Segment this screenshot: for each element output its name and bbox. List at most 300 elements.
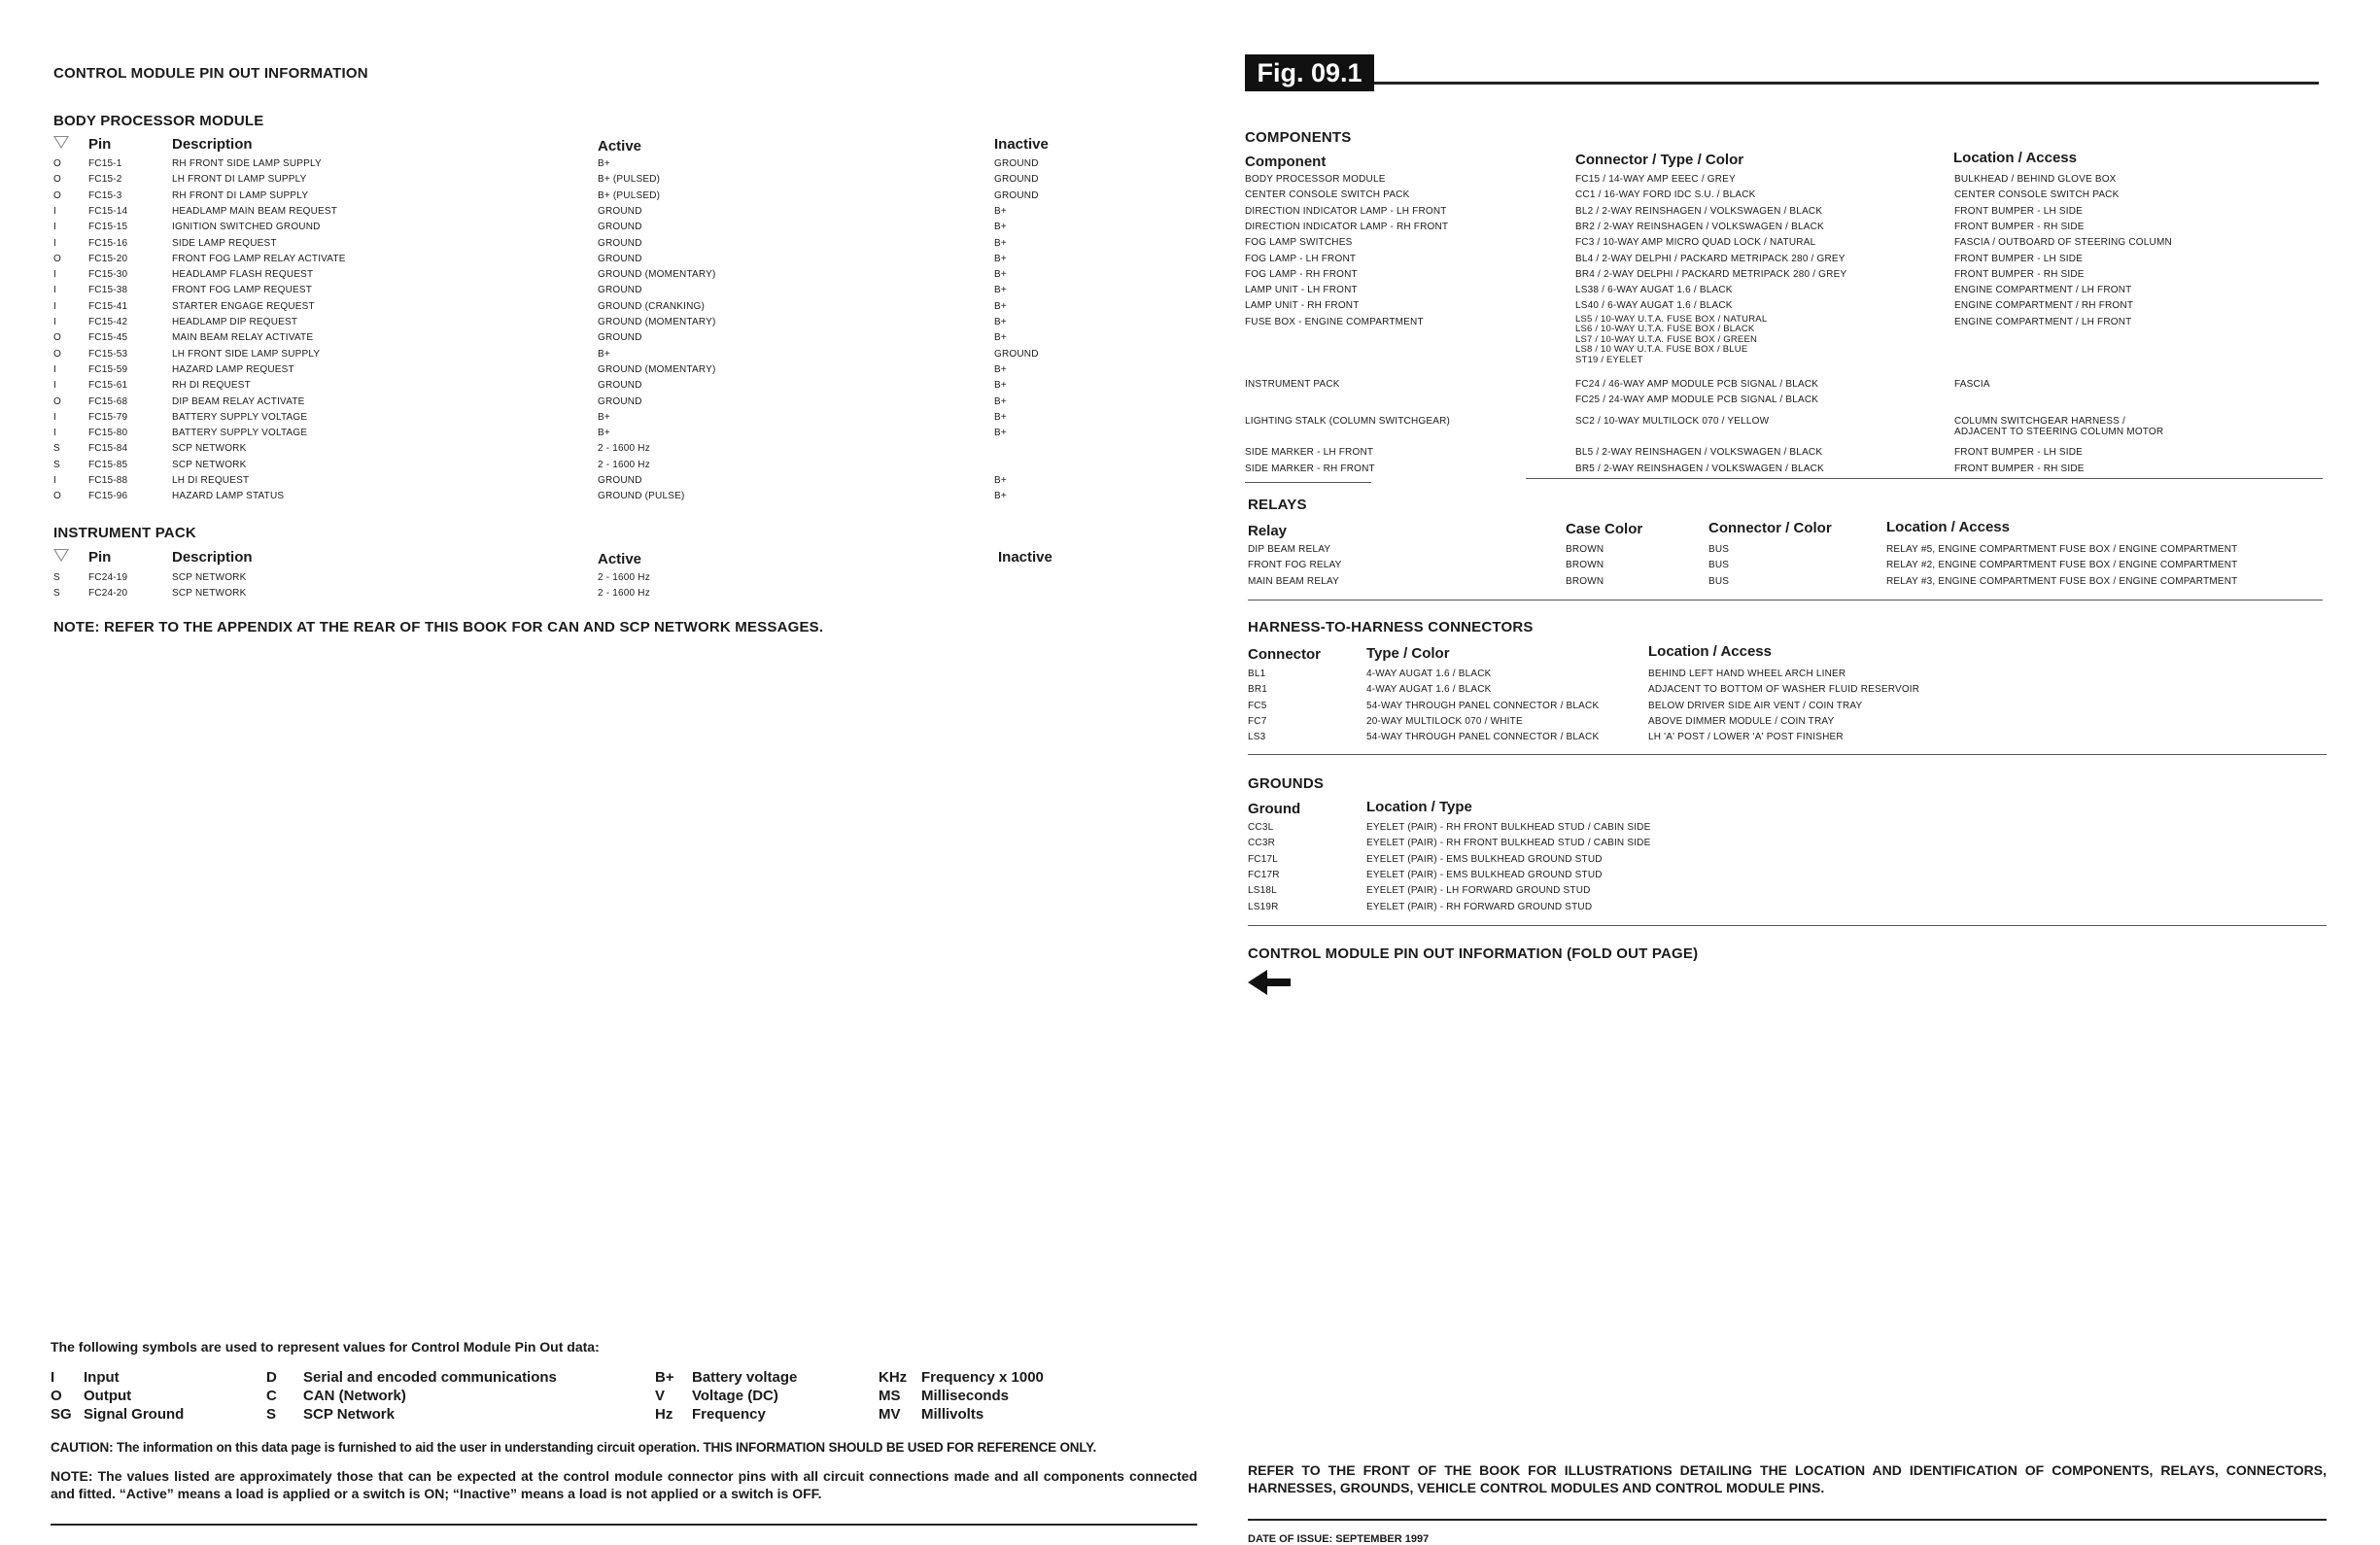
ground-row xyxy=(1248,868,2327,883)
active-value: 2 - 1600 Hz xyxy=(598,588,650,600)
symbols-col-2: D Serial and encoded communications C CAN (Network) S SCP Network xyxy=(266,1369,557,1423)
relay-location: RELAY #5, ENGINE COMPARTMENT FUSE BOX / ENGINE COMPARTMENT xyxy=(1886,544,2238,555)
active-value: GROUND xyxy=(598,253,642,264)
pin-id: FC15-88 xyxy=(88,475,128,486)
component-name: LAMP UNIT - RH FRONT xyxy=(1245,300,1360,312)
component-row xyxy=(1245,377,2324,409)
relay-name: DIP BEAM RELAY xyxy=(1248,544,1331,555)
component-row xyxy=(1245,462,2324,477)
symbols-legend xyxy=(51,1368,1168,1426)
ground-row xyxy=(1248,852,2327,868)
relay-row xyxy=(1248,542,2327,558)
component-row xyxy=(1245,172,2324,188)
inactive-value: B+ xyxy=(994,475,1007,486)
component-row xyxy=(1245,188,2324,203)
inactive-value: B+ xyxy=(994,491,1007,502)
component-row xyxy=(1245,267,2324,283)
active-value: B+ (PULSED) xyxy=(598,189,661,201)
table-row xyxy=(53,378,1171,394)
components-heading: COMPONENTS xyxy=(1245,129,1352,146)
location-access: FRONT BUMPER - LH SIDE xyxy=(1954,205,2084,217)
io-code: I xyxy=(53,300,56,312)
io-code: I xyxy=(53,363,56,375)
ip-column-headers xyxy=(53,547,1171,568)
active-value: GROUND (PULSE) xyxy=(598,491,685,502)
ground-id: LS18L xyxy=(1248,885,1277,897)
case-color: BROWN xyxy=(1566,560,1604,571)
table-row xyxy=(53,395,1171,410)
location-access: FASCIA / OUTBOARD OF STEERING COLUMN xyxy=(1954,237,2172,249)
io-code: O xyxy=(53,189,61,201)
pin-description: SCP NETWORK xyxy=(172,588,247,600)
col-description: Description xyxy=(172,136,253,153)
io-code: O xyxy=(53,174,61,186)
relay-name: FRONT FOG RELAY xyxy=(1248,560,1342,571)
io-code: O xyxy=(53,491,61,502)
connector-type: BL2 / 2-WAY REINSHAGEN / VOLKSWAGEN / BLACK xyxy=(1575,205,1823,217)
harness-row xyxy=(1248,730,2327,745)
inactive-value: GROUND xyxy=(994,174,1039,186)
bpm-column-headers xyxy=(53,134,1171,155)
col-connector: Connector xyxy=(1248,646,1321,663)
active-value: GROUND xyxy=(598,285,642,296)
table-row xyxy=(53,283,1171,298)
connector-type: FC3 / 10-WAY AMP MICRO QUAD LOCK / NATURAL xyxy=(1575,237,1816,249)
pin-id: FC24-20 xyxy=(88,588,128,600)
divider xyxy=(1248,600,2323,601)
relay-location: RELAY #2, ENGINE COMPARTMENT FUSE BOX / ENGINE COMPARTMENT xyxy=(1886,560,2238,571)
table-row xyxy=(53,441,1171,457)
inactive-value: B+ xyxy=(994,428,1007,439)
connector-type: LS5 / 10-WAY U.T.A. FUSE BOX / NATURAL xyxy=(1575,313,1768,325)
grounds-heading: GROUNDS xyxy=(1248,775,1325,792)
ip-table xyxy=(53,570,1171,603)
pin-description: BATTERY SUPPLY VOLTAGE xyxy=(172,411,308,423)
connector-type: CC1 / 16-WAY FORD IDC S.U. / BLACK xyxy=(1575,189,1756,201)
components-table xyxy=(1245,172,2324,474)
connector-type: 54-WAY THROUGH PANEL CONNECTOR / BLACK xyxy=(1366,732,1600,743)
pin-id: FC15-16 xyxy=(88,237,128,249)
grounds-table xyxy=(1248,820,2327,917)
active-value: GROUND xyxy=(598,205,642,217)
pin-description: HEADLAMP MAIN BEAM REQUEST xyxy=(172,205,338,217)
component-name: LIGHTING STALK (COLUMN SWITCHGEAR) xyxy=(1245,415,1451,427)
active-value: GROUND xyxy=(598,475,642,486)
io-code: O xyxy=(53,332,61,344)
pin-id: FC15-68 xyxy=(88,395,128,407)
io-code: I xyxy=(53,411,56,423)
ground-location: EYELET (PAIR) - RH FORWARD GROUND STUD xyxy=(1366,901,1593,912)
inactive-value: B+ xyxy=(994,253,1007,264)
active-value: B+ xyxy=(598,158,610,169)
active-value: 2 - 1600 Hz xyxy=(598,572,650,583)
connector-id: BR1 xyxy=(1248,684,1268,696)
pin-id: FC15-85 xyxy=(88,459,128,470)
relay-row xyxy=(1248,558,2327,573)
connector-color: BUS xyxy=(1708,560,1730,571)
component-name: FOG LAMP SWITCHES xyxy=(1245,237,1353,249)
component-row xyxy=(1245,252,2324,267)
component-row xyxy=(1245,204,2324,220)
table-row xyxy=(53,410,1171,426)
inactive-value: B+ xyxy=(994,380,1007,392)
relay-row xyxy=(1248,574,2327,590)
connector-type: 4-WAY AUGAT 1.6 / BLACK xyxy=(1366,669,1492,679)
col-description: Description xyxy=(172,549,253,566)
active-value: B+ xyxy=(598,348,610,360)
table-row xyxy=(53,362,1171,378)
pin-id: FC15-53 xyxy=(88,348,128,360)
bottom-rule-left xyxy=(51,1524,1197,1526)
ground-row xyxy=(1248,836,2327,851)
ground-location: EYELET (PAIR) - RH FRONT BULKHEAD STUD / CABIN SIDE xyxy=(1366,822,1651,833)
filter-triangle-icon xyxy=(53,136,69,154)
ground-row xyxy=(1248,883,2327,899)
table-row xyxy=(53,315,1171,330)
location-access: FRONT BUMPER - RH SIDE xyxy=(1954,463,2085,474)
ground-id: FC17L xyxy=(1248,853,1279,865)
pin-description: SCP NETWORK xyxy=(172,443,247,455)
divider xyxy=(1248,925,2327,926)
ground-id: FC17R xyxy=(1248,869,1280,880)
connector-type: FC24 / 46-WAY AMP MODULE PCB SIGNAL / BLACK xyxy=(1575,379,1819,391)
case-color: BROWN xyxy=(1566,544,1604,555)
pin-description: LH FRONT DI LAMP SUPPLY xyxy=(172,174,307,186)
inactive-value: B+ xyxy=(994,395,1007,407)
connector-type: LS40 / 6-WAY AUGAT 1.6 / BLACK xyxy=(1575,300,1733,312)
connector-type: SC2 / 10-WAY MULTILOCK 070 / YELLOW xyxy=(1575,415,1770,427)
inactive-value: B+ xyxy=(994,300,1007,312)
symbols-col-3: B+ Battery voltage V Voltage (DC) Hz Frequency xyxy=(655,1369,798,1423)
connector-type: BR5 / 2-WAY REINSHAGEN / VOLKSWAGEN / BLACK xyxy=(1575,463,1824,474)
col-pin: Pin xyxy=(88,549,112,566)
pin-id: FC15-1 xyxy=(88,158,122,169)
io-code: I xyxy=(53,285,56,296)
connector-type: LS7 / 10-WAY U.T.A. FUSE BOX / GREEN xyxy=(1575,333,1758,345)
pin-description: FRONT FOG LAMP RELAY ACTIVATE xyxy=(172,253,346,264)
col-relay: Relay xyxy=(1248,523,1288,539)
connector-type: LS38 / 6-WAY AUGAT 1.6 / BLACK xyxy=(1575,285,1733,296)
harness-heading: HARNESS-TO-HARNESS CONNECTORS xyxy=(1248,619,1534,635)
component-name: SIDE MARKER - RH FRONT xyxy=(1245,463,1375,474)
table-row xyxy=(53,172,1171,188)
table-row xyxy=(53,489,1171,504)
harness-row xyxy=(1248,682,2327,698)
connector-type: 20-WAY MULTILOCK 070 / WHITE xyxy=(1366,715,1523,727)
table-row xyxy=(53,236,1171,252)
col-case-color: Case Color xyxy=(1566,521,1643,537)
col-location-type: Location / Type xyxy=(1366,799,1472,815)
connector-id: LS3 xyxy=(1248,732,1266,743)
table-row xyxy=(53,473,1171,489)
relay-location: RELAY #3, ENGINE COMPARTMENT FUSE BOX / ENGINE COMPARTMENT xyxy=(1886,575,2238,587)
col-location-access: Location / Access xyxy=(1886,519,2010,535)
inactive-value: GROUND xyxy=(994,348,1039,360)
component-name: SIDE MARKER - LH FRONT xyxy=(1245,447,1374,459)
active-value: GROUND (CRANKING) xyxy=(598,300,706,312)
connector-type: FC15 / 14-WAY AMP EEEC / GREY xyxy=(1575,174,1736,185)
active-value: GROUND xyxy=(598,332,642,344)
table-row xyxy=(53,267,1171,283)
io-code: S xyxy=(53,459,60,470)
pin-id: FC15-42 xyxy=(88,317,128,327)
location-access: FASCIA xyxy=(1954,379,1990,391)
connector-type: 4-WAY AUGAT 1.6 / BLACK xyxy=(1366,684,1492,696)
active-value: B+ xyxy=(598,411,610,423)
pin-id: FC15-96 xyxy=(88,491,128,502)
connector-type: BL5 / 2-WAY REINSHAGEN / VOLKSWAGEN / BLACK xyxy=(1575,447,1823,459)
inactive-value: B+ xyxy=(994,222,1007,233)
component-name: CENTER CONSOLE SWITCH PACK xyxy=(1245,189,1410,201)
table-row xyxy=(53,299,1171,315)
pin-description: STARTER ENGAGE REQUEST xyxy=(172,300,315,312)
connector-location: BELOW DRIVER SIDE AIR VENT / COIN TRAY xyxy=(1648,700,1863,711)
io-code: O xyxy=(53,348,61,360)
case-color: BROWN xyxy=(1566,575,1604,587)
component-name: INSTRUMENT PACK xyxy=(1245,379,1340,391)
component-name: FUSE BOX - ENGINE COMPARTMENT xyxy=(1245,316,1424,327)
connector-type: 54-WAY THROUGH PANEL CONNECTOR / BLACK xyxy=(1366,700,1600,711)
connector-location: ABOVE DIMMER MODULE / COIN TRAY xyxy=(1648,715,1835,727)
pin-id: FC15-79 xyxy=(88,411,128,423)
pin-id: FC15-2 xyxy=(88,174,122,186)
connector-type: BR2 / 2-WAY REINSHAGEN / VOLKSWAGEN / BLACK xyxy=(1575,221,1824,232)
pin-description: FRONT FOG LAMP REQUEST xyxy=(172,285,313,296)
ip-heading: INSTRUMENT PACK xyxy=(53,525,196,541)
col-active: Active xyxy=(598,551,642,567)
symbols-intro: The following symbols are used to represent values for Control Module Pin Out data: xyxy=(51,1339,600,1355)
connector-id: BL1 xyxy=(1248,669,1266,679)
caution-text: CAUTION: The information on this data page is furnished to aid the user in understanding circuit operation. THIS INFORMATION SHOULD BE USED FOR REFERENCE ONLY. xyxy=(51,1440,1097,1455)
io-code: S xyxy=(53,443,60,455)
component-row xyxy=(1245,298,2324,314)
filter-triangle-icon xyxy=(53,549,69,566)
component-row xyxy=(1245,414,2324,446)
pin-description: RH FRONT DI LAMP SUPPLY xyxy=(172,189,309,201)
date-of-issue: DATE OF ISSUE: SEPTEMBER 1997 xyxy=(1248,1533,1430,1545)
location-access: FRONT BUMPER - LH SIDE xyxy=(1954,447,2084,459)
active-value: B+ xyxy=(598,428,610,439)
pin-id: FC15-59 xyxy=(88,363,128,375)
pin-id: FC15-15 xyxy=(88,222,128,233)
divider xyxy=(1245,482,1371,483)
harness-row xyxy=(1248,667,2327,682)
table-row xyxy=(53,156,1171,172)
pin-id: FC15-38 xyxy=(88,285,128,296)
arrow-left-icon xyxy=(1248,970,1294,995)
inactive-value: B+ xyxy=(994,285,1007,296)
active-value: B+ (PULSED) xyxy=(598,174,661,186)
table-row xyxy=(53,189,1171,204)
values-note: NOTE: The values listed are approximately those that can be expected at the control module connector pins with all circuit connections made and all components connected and fitted. “Active” means a load is applied or a switch is ON; “Inactive” means a load is not applied or a switch is OFF. xyxy=(51,1468,1197,1501)
pin-id: FC15-3 xyxy=(88,189,122,201)
connector-type: FC25 / 24-WAY AMP MODULE PCB SIGNAL / BLACK xyxy=(1575,395,1819,406)
top-rule xyxy=(1374,82,2319,85)
inactive-value: GROUND xyxy=(994,158,1039,169)
io-code: S xyxy=(53,572,60,583)
pin-id: FC15-20 xyxy=(88,253,128,264)
pin-description: RH DI REQUEST xyxy=(172,380,251,392)
col-ground: Ground xyxy=(1248,801,1301,817)
active-value: GROUND xyxy=(598,237,642,249)
pin-description: MAIN BEAM RELAY ACTIVATE xyxy=(172,332,314,344)
ground-location: EYELET (PAIR) - RH FRONT BULKHEAD STUD / CABIN SIDE xyxy=(1366,838,1651,849)
connector-type: BR4 / 2-WAY DELPHI / PACKARD METRIPACK 280 / GREY xyxy=(1575,268,1847,280)
connector-type: LS8 / 10 WAY U.T.A. FUSE BOX / BLUE xyxy=(1575,344,1748,356)
active-value: GROUND xyxy=(598,395,642,407)
ground-location: EYELET (PAIR) - EMS BULKHEAD GROUND STUD xyxy=(1366,853,1603,865)
component-row xyxy=(1245,235,2324,251)
symbols-col-4: KHz Frequency x 1000 MS Milliseconds MV Millivolts xyxy=(879,1369,1044,1423)
component-name: LAMP UNIT - LH FRONT xyxy=(1245,285,1358,296)
harness-row xyxy=(1248,714,2327,730)
connector-location: LH 'A' POST / LOWER 'A' POST FINISHER xyxy=(1648,732,1844,743)
inactive-value: GROUND xyxy=(994,189,1039,201)
pin-id: FC15-84 xyxy=(88,443,128,455)
pin-description: DIP BEAM RELAY ACTIVATE xyxy=(172,395,305,407)
io-code: I xyxy=(53,222,56,233)
pin-description: IGNITION SWITCHED GROUND xyxy=(172,222,321,233)
ground-id: CC3L xyxy=(1248,822,1274,833)
pin-description: BATTERY SUPPLY VOLTAGE xyxy=(172,428,308,439)
active-value: GROUND xyxy=(598,222,642,233)
pin-description: SCP NETWORK xyxy=(172,459,247,470)
table-row xyxy=(53,458,1171,473)
location-access: FRONT BUMPER - LH SIDE xyxy=(1954,253,2084,264)
pin-description: SCP NETWORK xyxy=(172,572,247,583)
pin-description: LH FRONT SIDE LAMP SUPPLY xyxy=(172,348,321,360)
io-code: S xyxy=(53,588,60,600)
pin-description: HEADLAMP FLASH REQUEST xyxy=(172,269,314,281)
col-location-access: Location / Access xyxy=(1953,150,2077,166)
location-access: ENGINE COMPARTMENT / RH FRONT xyxy=(1954,300,2134,312)
pin-description: HAZARD LAMP REQUEST xyxy=(172,363,294,375)
pin-description: RH FRONT SIDE LAMP SUPPLY xyxy=(172,158,322,169)
pin-id: FC15-30 xyxy=(88,269,128,281)
table-row xyxy=(53,347,1171,362)
component-row xyxy=(1245,220,2324,235)
ground-row xyxy=(1248,820,2327,836)
inactive-value: B+ xyxy=(994,363,1007,375)
inactive-value: B+ xyxy=(994,205,1007,217)
bpm-heading: BODY PROCESSOR MODULE xyxy=(53,113,264,129)
io-code: O xyxy=(53,253,61,264)
io-code: I xyxy=(53,475,56,486)
pin-id: FC15-61 xyxy=(88,380,128,392)
relays-heading: RELAYS xyxy=(1248,497,1307,513)
active-value: GROUND (MOMENTARY) xyxy=(598,317,716,327)
table-row xyxy=(53,330,1171,346)
inactive-value: B+ xyxy=(994,237,1007,249)
active-value: GROUND xyxy=(598,380,642,392)
io-code: I xyxy=(53,380,56,392)
table-row xyxy=(53,252,1171,267)
network-note: NOTE: REFER TO THE APPENDIX AT THE REAR OF THIS BOOK FOR CAN AND SCP NETWORK MESSAGES. xyxy=(53,619,824,635)
foldout-heading: CONTROL MODULE PIN OUT INFORMATION (FOLD OUT PAGE) xyxy=(1248,945,1699,962)
col-type-color: Type / Color xyxy=(1366,645,1450,662)
col-component: Component xyxy=(1245,154,1327,170)
ground-location: EYELET (PAIR) - LH FORWARD GROUND STUD xyxy=(1366,885,1591,897)
connector-type: BL4 / 2-WAY DELPHI / PACKARD METRIPACK 280 / GREY xyxy=(1575,253,1845,264)
pin-description: HEADLAMP DIP REQUEST xyxy=(172,317,298,327)
connector-id: FC5 xyxy=(1248,700,1267,711)
ground-location: EYELET (PAIR) - EMS BULKHEAD GROUND STUD xyxy=(1366,869,1603,880)
harness-table xyxy=(1248,667,2327,746)
io-code: I xyxy=(53,269,56,281)
connector-color: BUS xyxy=(1708,575,1730,587)
io-code: I xyxy=(53,428,56,439)
pin-id: FC15-14 xyxy=(88,205,128,217)
location-access: ENGINE COMPARTMENT / LH FRONT xyxy=(1954,316,2132,327)
inactive-value: B+ xyxy=(994,317,1007,327)
location-access: BULKHEAD / BEHIND GLOVE BOX xyxy=(1954,174,2117,185)
connector-type: ST19 / EYELET xyxy=(1575,354,1643,365)
active-value: GROUND (MOMENTARY) xyxy=(598,269,716,281)
io-code: I xyxy=(53,205,56,217)
connector-id: FC7 xyxy=(1248,715,1267,727)
location-access: FRONT BUMPER - RH SIDE xyxy=(1954,268,2085,280)
pin-description: LH DI REQUEST xyxy=(172,475,250,486)
pin-description: SIDE LAMP REQUEST xyxy=(172,237,277,249)
table-row xyxy=(53,426,1171,441)
location-access: ADJACENT TO STEERING COLUMN MOTOR xyxy=(1954,426,2164,437)
location-access: COLUMN SWITCHGEAR HARNESS / xyxy=(1954,415,2125,427)
pin-id: FC15-80 xyxy=(88,428,128,439)
pin-description: HAZARD LAMP STATUS xyxy=(172,491,285,502)
component-name: FOG LAMP - RH FRONT xyxy=(1245,268,1358,280)
pin-id: FC24-19 xyxy=(88,572,128,583)
location-access: ENGINE COMPARTMENT / LH FRONT xyxy=(1954,285,2132,296)
divider xyxy=(1248,754,2327,755)
ground-id: CC3R xyxy=(1248,838,1276,849)
table-row xyxy=(53,220,1171,235)
active-value: 2 - 1600 Hz xyxy=(598,459,650,470)
io-code: O xyxy=(53,158,61,169)
io-code: O xyxy=(53,395,61,407)
bpm-table xyxy=(53,156,1171,508)
component-row xyxy=(1245,283,2324,298)
col-pin: Pin xyxy=(88,136,112,153)
inactive-value: B+ xyxy=(994,332,1007,344)
location-access: CENTER CONSOLE SWITCH PACK xyxy=(1954,189,2120,201)
col-connector-type-color: Connector / Type / Color xyxy=(1575,152,1744,168)
pin-id: FC15-45 xyxy=(88,332,128,344)
active-value: 2 - 1600 Hz xyxy=(598,443,650,455)
symbols-col-1: I Input O Output SG Signal Ground xyxy=(51,1369,185,1423)
io-code: I xyxy=(53,237,56,249)
col-inactive: Inactive xyxy=(994,136,1049,153)
inactive-value: B+ xyxy=(994,411,1007,423)
connector-location: BEHIND LEFT HAND WHEEL ARCH LINER xyxy=(1648,669,1846,679)
pin-id: FC15-41 xyxy=(88,300,128,312)
table-row xyxy=(53,204,1171,220)
divider xyxy=(1526,478,2323,479)
component-name: DIRECTION INDICATOR LAMP - LH FRONT xyxy=(1245,205,1447,217)
io-code: I xyxy=(53,317,56,327)
ground-row xyxy=(1248,900,2327,915)
harness-row xyxy=(1248,699,2327,714)
component-name: DIRECTION INDICATOR LAMP - RH FRONT xyxy=(1245,221,1449,232)
refer-text: REFER TO THE FRONT OF THE BOOK FOR ILLUSTRATIONS DETAILING THE LOCATION AND IDENTIFICATION OF COMPONENTS, RELAYS, CONNECTORS, HARNESSES, GROUNDS, VEHICLE CONTROL MODULES AND CONTROL MODULE PINS. xyxy=(1248,1462,2327,1495)
col-active: Active xyxy=(598,138,642,154)
inactive-value: B+ xyxy=(994,269,1007,281)
active-value: GROUND (MOMENTARY) xyxy=(598,363,716,375)
table-row xyxy=(53,570,1171,586)
component-name: FOG LAMP - LH FRONT xyxy=(1245,253,1357,264)
bottom-rule-right xyxy=(1248,1519,2327,1521)
col-connector-color: Connector / Color xyxy=(1708,520,1832,536)
component-name: BODY PROCESSOR MODULE xyxy=(1245,174,1386,185)
